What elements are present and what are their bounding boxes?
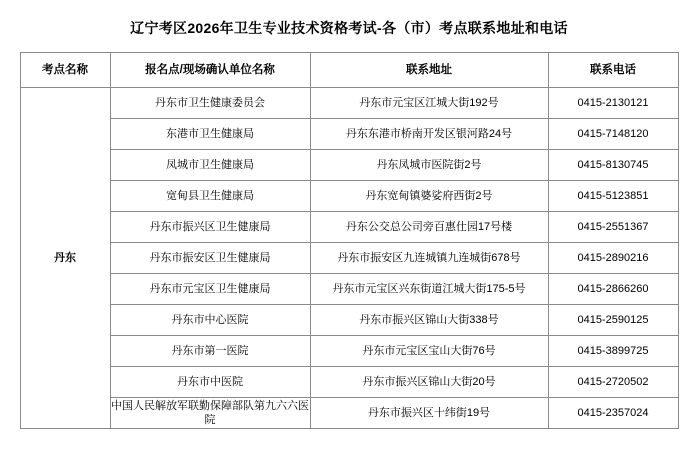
phone-cell: 0415-2130121	[548, 88, 678, 119]
phone-cell: 0415-5123851	[548, 181, 678, 212]
column-header-phone: 联系电话	[548, 53, 678, 88]
table-row	[20, 305, 678, 336]
phone-cell: 0415-2590125	[548, 305, 678, 336]
contact-table	[20, 52, 679, 429]
table-row	[20, 243, 678, 274]
table-row	[20, 181, 678, 212]
column-header-site-name: 考点名称	[20, 53, 110, 88]
table-body	[20, 88, 678, 429]
unit-name-cell: 丹东市振兴区卫生健康局	[110, 212, 310, 243]
table-row	[20, 398, 678, 429]
address-cell: 丹东市振安区九连城镇九连城街678号	[310, 243, 548, 274]
phone-cell: 0415-2866260	[548, 274, 678, 305]
unit-name-cell: 丹东市卫生健康委员会	[110, 88, 310, 119]
unit-name-cell: 丹东市振安区卫生健康局	[110, 243, 310, 274]
address-cell: 丹东市振兴区十纬街19号	[310, 398, 548, 429]
phone-cell: 0415-3899725	[548, 336, 678, 367]
table-row	[20, 274, 678, 305]
phone-cell: 0415-2890216	[548, 243, 678, 274]
table-row	[20, 336, 678, 367]
phone-cell: 0415-2357024	[548, 398, 678, 429]
address-cell: 丹东市元宝区江城大街192号	[310, 88, 548, 119]
address-cell: 丹东市振兴区锦山大街338号	[310, 305, 548, 336]
table-row	[20, 367, 678, 398]
phone-cell: 0415-7148120	[548, 119, 678, 150]
table-row	[20, 119, 678, 150]
unit-name-cell: 丹东市中医院	[110, 367, 310, 398]
unit-name-cell: 丹东市第一医院	[110, 336, 310, 367]
phone-cell: 0415-2551367	[548, 212, 678, 243]
unit-name-cell: 丹东市中心医院	[110, 305, 310, 336]
unit-name-cell: 东港市卫生健康局	[110, 119, 310, 150]
address-cell: 丹东市元宝区宝山大街76号	[310, 336, 548, 367]
page-title: 辽宁考区2026年卫生专业技术资格考试-各（市）考点联系地址和电话	[130, 20, 568, 36]
table-header	[20, 53, 678, 88]
table-row	[20, 212, 678, 243]
unit-name-cell: 凤城市卫生健康局	[110, 150, 310, 181]
region-cell: 丹东	[20, 88, 110, 429]
address-cell: 丹东市振兴区锦山大街20号	[310, 367, 548, 398]
unit-name-cell: 丹东市元宝区卫生健康局	[110, 274, 310, 305]
address-cell: 丹东市元宝区兴东街道江城大街175-5号	[310, 274, 548, 305]
address-cell: 丹东凤城市医院街2号	[310, 150, 548, 181]
address-cell: 丹东宽甸镇婆娑府西街2号	[310, 181, 548, 212]
unit-name-cell: 宽甸县卫生健康局	[110, 181, 310, 212]
address-cell: 丹东公交总公司旁百惠仕园17号楼	[310, 212, 548, 243]
table-row	[20, 150, 678, 181]
phone-cell: 0415-8130745	[548, 150, 678, 181]
table-header-row	[20, 53, 678, 88]
column-header-unit-name: 报名点/现场确认单位名称	[110, 53, 310, 88]
column-header-address: 联系地址	[310, 53, 548, 88]
table-row	[20, 88, 678, 119]
address-cell: 丹东东港市桥南开发区银河路24号	[310, 119, 548, 150]
phone-cell: 0415-2720502	[548, 367, 678, 398]
unit-name-cell: 中国人民解放军联勤保障部队第九六六医院	[110, 398, 310, 429]
